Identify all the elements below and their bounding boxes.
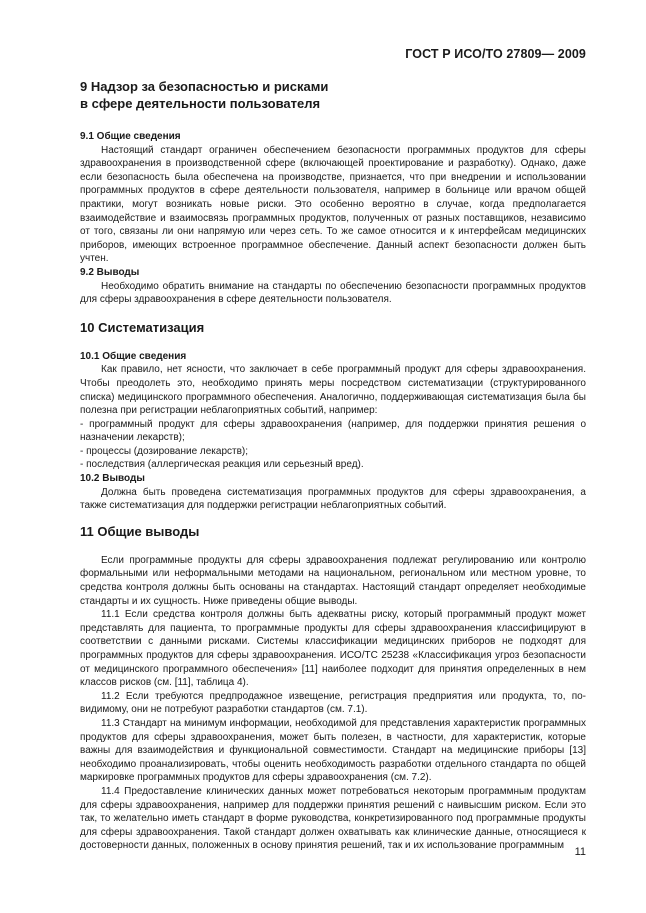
- page-number: 11: [574, 846, 586, 858]
- paragraph-11-2: 11.2 Если требуются предпродажное извещение, регистрация предприятия или продукта, то, по-видимому, они не потребуют разработки стандартов (см. 7.1).: [80, 690, 586, 716]
- paragraph-11-intro: Если программные продукты для сферы здравоохранения подлежат регулированию или контролю формальными или неформальными методами на национальном, региональном или местном уровне, то средства контроля должны быть основаны на стандартах. Настоящий стандарт определяет необходимые стандарты и их сущность. Ниже приведены общие выводы.: [80, 554, 586, 607]
- paragraph-9-2: Необходимо обратить внимание на стандарты по обеспечению безопасности программных продуктов для сферы здравоохранения в сфере деятельности пользователя.: [80, 280, 586, 306]
- paragraph-10-2: Должна быть проведена систематизация программных продуктов для сферы здравоохранения, а также систематизация для поддержки регистрации неблагоприятных событий.: [80, 486, 586, 512]
- paragraph-11-1: 11.1 Если средства контроля должны быть адекватны риску, который программный продукт может представлять для пациента, то программные продукты для сферы здравоохранения классифицируют в соответствии с данными рисками. Системы классификации медицинских приборов не подходят для программных продуктов для сферы здравоохранения. ИСО/ТС 25238 «Классификация угроз безопасности от медицинского программного обеспечения» [11] наиболее подходит для принятия определенных в нем классов рисков (см. [11], таблица 4).: [80, 609, 586, 689]
- section-10-heading: [80, 319, 586, 336]
- section-9-title-line1: 9 Надзор за безопасностью и рисками: [80, 79, 329, 94]
- subsection-10-2-title: 10.2 Выводы: [80, 473, 145, 485]
- list-item: - процессы (дозирование лекарств);: [80, 445, 249, 457]
- section-10-title: 10 Систематизация: [80, 319, 205, 335]
- paragraph-10-1: Как правило, нет ясности, что заключает в себе программный продукт для сферы здравоохранения. Чтобы преодолеть это, необходимо принять меры посредством систематизации (структурированного списка) медицинского программного обеспечения. Аналогично, поддерживающая систематизация была бы полезна при регистрации неблагоприятных событий, например:: [80, 364, 586, 417]
- section-9-heading: [80, 78, 586, 112]
- document-header: ГОСТ Р ИСО/ТО 27809— 2009: [405, 47, 586, 61]
- subsection-10-1-title: 10.1 Общие сведения: [80, 350, 187, 362]
- subsection-9-1-title: 9.1 Общие сведения: [80, 131, 181, 142]
- section-11-heading: [80, 523, 586, 540]
- paragraph-11-4: 11.4 Предоставление клинических данных может потребоваться некоторым программным продуктам для сферы здравоохранения, например для поддержки принятия решений с наивысшим риском. Если это так, то желательно иметь стандарт в форме руководства, конкретизированного под программные продукты для сферы здравоохранения. Такой стандарт должен охватывать как клинические данные, относящиеся к достоверности данных, положенных в основу принятия решений, так и их использование программным: [80, 785, 586, 852]
- section-11-title: 11 Общие выводы: [80, 523, 200, 539]
- paragraph-9-1: Настоящий стандарт ограничен обеспечением безопасности программных продуктов для сферы здравоохранения в производственной сфере (включающей проектирование и разработку). Однако, даже если безопасность была обеспечена на производстве, признается, что при внедрении и использовании программных продуктов в сфере деятельности пользователя, например в больнице или врачом общей практики, могут возникать новые риски. Это особенно вероятно в случае, когда предполагается взаимодействие и взаимосвязь программных продуктов, полученных от разных поставщиков, независимо от того, связаны ли они напрямую или через сеть. То же самое относится и к интерфейсам медицинских приборов, имеющих встроенное программное обеспечение. Данный аспект безопасности должен быть учтен.: [80, 144, 586, 265]
- list-item: - программный продукт для сферы здравоохранения (например, для поддержки принятия решения о назначении лекарств);: [80, 418, 586, 444]
- section-9-title-line2: в сфере деятельности пользователя: [80, 96, 321, 111]
- list-item: - последствия (аллергическая реакция или серьезный вред).: [80, 459, 364, 471]
- paragraph-11-3: 11.3 Стандарт на минимум информации, необходимой для представления характеристик программных продуктов для сферы здравоохранения, может быть полезен, в частности, для характеристик, которые важны для взаимодействия и функциональной совместимости. Стандарт на медицинские приборы [13] необходимо проанализировать, чтобы оценить необходимость разработки отдельного стандарта по общей маркировке программных продуктов для сферы здравоохранения (см. 7.2).: [80, 717, 586, 784]
- subsection-9-2-title: 9.2 Выводы: [80, 266, 140, 278]
- page-content: [80, 78, 586, 853]
